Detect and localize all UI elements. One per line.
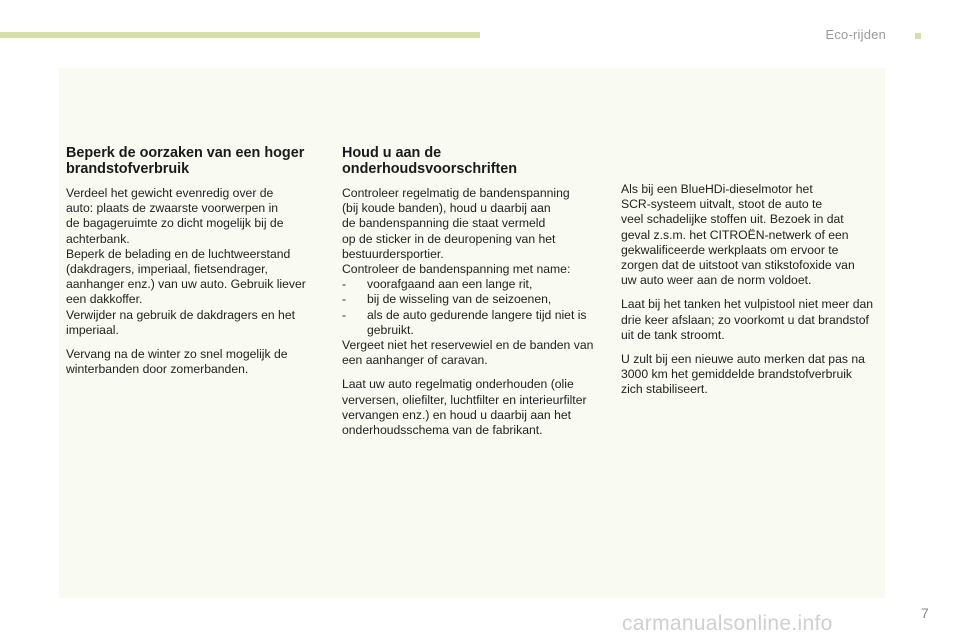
paragraph-service: Laat uw auto regelmatig onderhouden (olie verversen, oliefilter, luchtfilter en interieurfilter vervangen enz.) en houd u daarbij aan het onderhoudsschema van de fabrikant. — [342, 377, 587, 438]
section-title: Eco-rijden — [825, 27, 886, 42]
section-marker-square — [915, 33, 921, 39]
dash-marker: - — [342, 277, 347, 292]
header-accent-bar — [0, 32, 480, 38]
list-item-text: als de auto gedurende langere tijd niet is gebruikt. — [367, 307, 587, 337]
column-maintenance — [342, 145, 604, 447]
list-item-text: bij de wisseling van de seizoenen, — [367, 292, 552, 307]
paragraph-winter-tyres: Vervang na de winter zo snel mogelijk de winterbanden door zomerbanden. — [66, 347, 288, 377]
column-scr-system — [621, 182, 883, 407]
list-item-text: voorafgaand aan een lange rit, — [367, 277, 533, 292]
list-item — [342, 308, 604, 338]
heading-fuel-consumption: Beperk de oorzaken van een hoger brandstofverbruik — [66, 145, 305, 177]
heading-maintenance: Houd u aan de onderhoudsvoorschriften — [342, 145, 518, 177]
paragraph-tyre-pressure: Controleer regelmatig de bandenspanning (bij koude banden), houd u daarbij aan de bandenspanning die staat vermeld op de sticker in de deuropening van het bestuurdersportier. Controleer de bandenspanning met name: — [342, 186, 571, 277]
list-item — [342, 292, 604, 307]
paragraph-scr: Als bij een BlueHDi-dieselmotor het SCR-systeem uitvalt, stoot de auto te veel schadelijke stoffen uit. Bezoek in dat geval z.s.m. het CITROËN-netwerk of een gekwalificeerde werkplaats om ervoor te zorgen dat de uitstoot van stikstofoxide van uw auto weer aan de norm voldoet. — [621, 182, 855, 288]
tyre-check-list — [342, 277, 604, 338]
paragraph-spare-wheel: Vergeet niet het reservewiel en de banden van een aanhanger of caravan. — [342, 338, 594, 368]
watermark: carmanualsonline.info — [622, 612, 833, 635]
paragraph-refuelling: Laat bij het tanken het vulpistool niet meer dan drie keer afslaan; zo voorkomt u dat brandstof uit de tank stroomt. — [621, 297, 874, 342]
dash-marker: - — [342, 292, 347, 307]
column-fuel-consumption — [66, 145, 318, 386]
paragraph-weight: Verdeel het gewicht evenredig over de auto: plaats de zwaarste voorwerpen in de bagageruimte zo dicht mogelijk bij de achterbank. Beperk de belading en de luchtweerstand (dakdragers, imperiaal, fietsendrager, aanhanger enz.) van uw auto. Gebruik liever een dakkoffer. Verwijder na gebruik de dakdragers en het imperiaal. — [66, 186, 306, 337]
paragraph-new-car: U zult bij een nieuwe auto merken dat pas na 3000 km het gemiddelde brandstofverbruik zich stabiliseert. — [621, 352, 865, 397]
list-item — [342, 277, 604, 292]
page-number: 7 — [921, 605, 929, 621]
dash-marker: - — [342, 307, 347, 322]
